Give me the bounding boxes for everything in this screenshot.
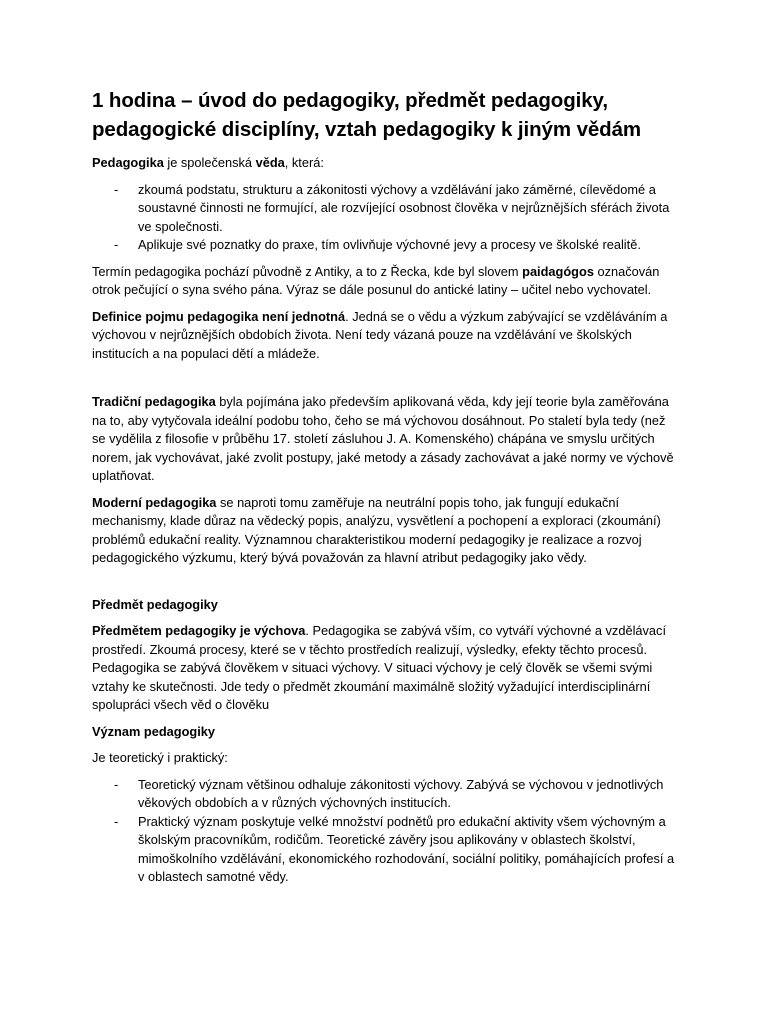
paragraph-origin	[92, 263, 676, 300]
text-run: se naproti tomu zaměřuje na neutrální popis toho, jak fungují edukační mechanismy, klade důraz na vědecký popis, analýzu, vysvětlení a pochopení a exploraci (zkoumání) problémů edukační reality. Významnou charakteristikou moderní pedagogiky je realizace a rozvoj pedagogického výzkumu, který bývá považován za hlavní atribut pedagogiky jako vědy.	[92, 494, 661, 565]
bold-term: Tradiční pedagogika	[92, 394, 216, 409]
bold-term: Pedagogika	[92, 155, 164, 170]
spacer	[92, 371, 676, 393]
list-item	[114, 776, 676, 813]
list-item	[114, 236, 676, 255]
spacer	[92, 576, 676, 596]
bold-term: paidagógos	[522, 263, 594, 279]
bullet-list-definition	[92, 181, 676, 255]
paragraph-definition	[92, 308, 676, 364]
dash-marker: -	[114, 813, 119, 829]
paragraph-subject	[92, 622, 676, 715]
paragraph-significance-intro: Je teoretický i praktický:	[92, 750, 228, 765]
list-item-text: Praktický význam poskytuje velké množství podnětů pro edukační aktivity všem výchovným a školským pracovníkům, rodičům. Teoretické závěry jsou aplikovány v oblastech školství, mimoškolního vzdělávání, ekonomického rozhodování, sociální politiky, pomáhajících profesí a v oblastech samotné vědy.	[138, 813, 675, 884]
heading-text: Předmět pedagogiky	[92, 596, 218, 612]
bold-term: Moderní pedagogika	[92, 494, 217, 510]
bullet-list-significance	[92, 776, 676, 887]
text-run: označován otrok pečující o syna svého pána. Výraz se dále posunul do antické latiny – učitel nebo vychovatel.	[92, 263, 660, 297]
section-heading-significance	[92, 723, 676, 742]
document-title: 1 hodina – úvod do pedagogiky, předmět pedagogiky, pedagogické disciplíny, vztah pedagogiky k jiným vědám	[92, 89, 642, 141]
text-run: , která:	[284, 155, 324, 170]
paragraph-modern	[92, 494, 676, 568]
bold-term: Definice pojmu pedagogika není jednotná	[92, 308, 346, 324]
text-run: Termín pedagogika pochází původně z Antiky, a to z Řecka, kde byl slovem	[92, 263, 523, 279]
section-heading-subject	[92, 596, 676, 615]
paragraph-traditional	[92, 393, 676, 486]
text-run: byla pojímána jako především aplikovaná věda, kdy její teorie byla zaměřována na to, aby vytyčovala ideální podobu toho, čeho se má výchovou dosáhnout. Po staletí byla tedy (než se vydělila z filosofie v průběhu 17. století zásluhou J. A. Komenského) chápána ve smyslu určitých norem, jak vychovávat, jaké zvolit postupy, jaké metody a zásady zachovávat a jaké normy ve výchově uplatňovat.	[92, 394, 674, 483]
dash-marker: -	[114, 237, 119, 252]
paragraph-intro	[92, 154, 676, 173]
bold-term: věda	[255, 155, 285, 170]
bold-term: Předmětem pedagogiky je výchova	[92, 623, 306, 638]
text-run: . Pedagogika se zabývá vším, co vytváří výchovné a vzdělávací prostředí. Zkoumá procesy, které se v těchto prostředích realizují, výsledky, efekty těchto procesů. Pedagogika se zabývá člověkem v situaci výchovy. V situaci výchovy je celý člověk se všemi svými vztahy ke skutečnosti. Jde tedy o předmět zkoumání maximálně složitý vyžadující interdisciplinární spolupráci všech věd o člověku	[92, 623, 666, 712]
text-run: . Jedná se o vědu a výzkum zabývající se vzděláváním a výchovou v nejrůznějších obdobích života. Není tedy vázaná pouze na vzdělávání ve školských institucích a na populaci dětí a mládeže.	[92, 308, 668, 361]
list-item	[114, 181, 676, 237]
list-item-text: Aplikuje své poznatky do praxe, tím ovlivňuje výchovné jevy a procesy ve školské realitě.	[138, 237, 641, 252]
list-item	[114, 813, 676, 887]
heading-text: Význam pedagogiky	[92, 723, 216, 739]
list-item-text: Teoretický význam většinou odhaluje zákonitosti výchovy. Zabývá se výchovou v jednotlivých věkových obdobích a v různých výchovných institucích.	[138, 776, 664, 810]
list-item-text: zkoumá podstatu, strukturu a zákonitosti výchovy a vzdělávání jako záměrné, cílevědomé a soustavné činnosti ne formující, ale rozvíjející osobnost člověka v nejrůznějších sférách života ve společnosti.	[138, 181, 670, 234]
text-run: je společenská	[163, 155, 256, 170]
dash-marker: -	[114, 776, 119, 792]
dash-marker: -	[114, 181, 119, 197]
